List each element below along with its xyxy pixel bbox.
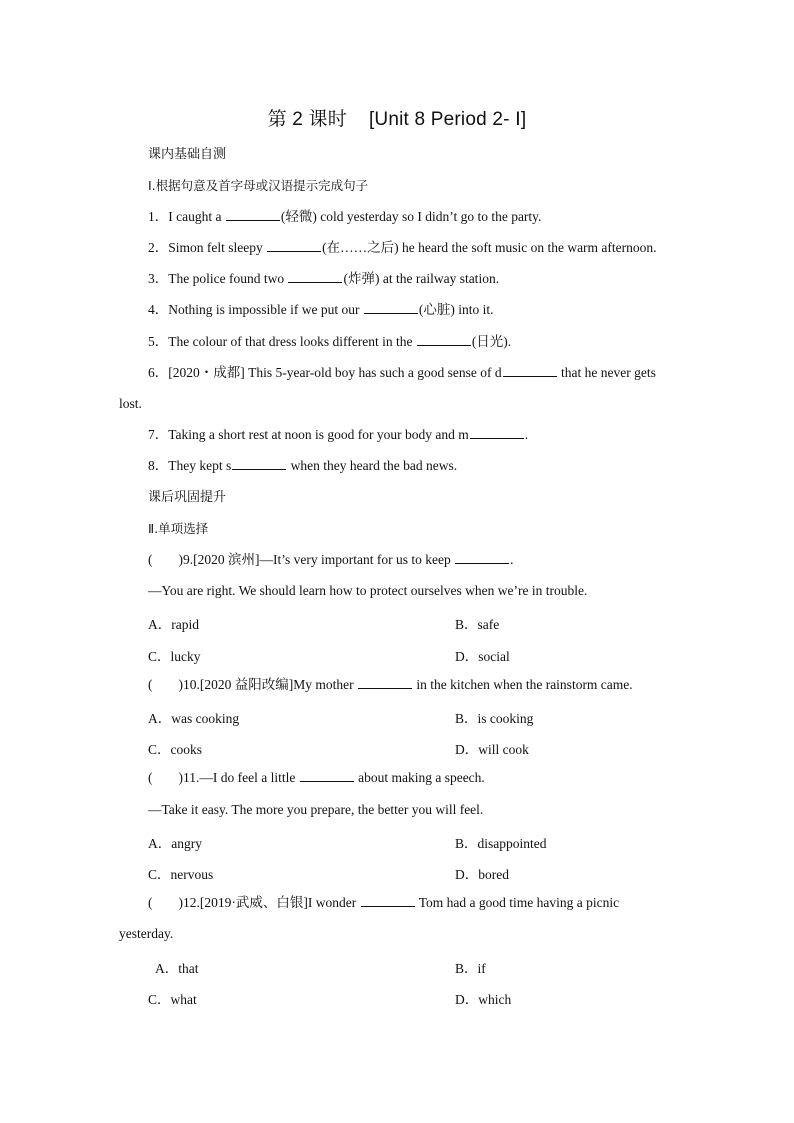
option-d[interactable]: D．will cook xyxy=(455,742,529,757)
option-d[interactable]: D．which xyxy=(455,992,512,1007)
option-b[interactable]: B．if xyxy=(455,961,486,976)
fill-question-1: 1．I caught a (轻微) cold yesterday so I didn’t go to the party. xyxy=(148,209,542,224)
mc-question-11-reply: —Take it easy. The more you prepare, the better you will feel. xyxy=(148,802,484,817)
answer-blank[interactable] xyxy=(232,457,286,470)
answer-blank xyxy=(361,894,415,907)
fill-question-6: 6．[2020・成都] This 5-year-old boy has such a good sense of d that he never gets xyxy=(148,365,656,380)
option-a[interactable]: A．that xyxy=(155,961,199,976)
fill-question-8: 8．They kept s when they heard the bad news. xyxy=(148,458,458,473)
option-d[interactable]: D．social xyxy=(455,649,510,664)
answer-blank xyxy=(300,769,354,782)
section-heading-in-class: 课内基础自测 xyxy=(148,147,227,162)
fill-question-7: 7．Taking a short rest at noon is good for your body and m . xyxy=(148,427,529,442)
answer-blank[interactable] xyxy=(503,364,557,377)
mc-question-12-continuation: yesterday. xyxy=(119,926,174,941)
option-c[interactable]: C．nervous xyxy=(148,867,214,882)
mc-question-9: ( )9.[2020 滨州]—It’s very important for us to keep . xyxy=(148,552,514,567)
answer-blank[interactable] xyxy=(364,301,418,314)
option-d[interactable]: D．bored xyxy=(455,867,509,882)
option-b[interactable]: B．disappointed xyxy=(455,836,547,851)
fill-question-5: 5．The colour of that dress looks different in the (日光). xyxy=(148,334,512,349)
section-subheading-multiple-choice: Ⅱ.单项选择 xyxy=(148,521,209,536)
lesson-label: 第 2 课时 xyxy=(267,109,347,130)
answer-blank[interactable] xyxy=(470,426,524,439)
fill-question-2: 2．Simon felt sleepy (在……之后) he heard the soft music on the warm afternoon. xyxy=(148,240,657,255)
mc-question-9-reply: —You are right. We should learn how to protect ourselves when we’re in trouble. xyxy=(148,583,588,598)
option-c[interactable]: C．cooks xyxy=(148,742,202,757)
unit-label: [Unit 8 Period 2- Ⅰ] xyxy=(368,109,527,130)
answer-blank[interactable] xyxy=(267,239,321,252)
option-c[interactable]: C．what xyxy=(148,992,197,1007)
answer-blank xyxy=(358,676,412,689)
answer-blank[interactable] xyxy=(417,333,471,346)
option-a[interactable]: A．was cooking xyxy=(148,711,240,726)
mc-question-11: ( )11.—I do feel a little about making a speech. xyxy=(148,770,485,785)
mc-question-12: ( )12.[2019·武威、白银]I wonder Tom had a good time having a picnic xyxy=(148,895,620,910)
fill-question-4: 4．Nothing is impossible if we put our (心脏) into it. xyxy=(148,302,494,317)
option-c[interactable]: C．lucky xyxy=(148,649,201,664)
answer-blank[interactable] xyxy=(288,270,342,283)
fill-question-6-continuation: lost. xyxy=(119,396,142,411)
option-b[interactable]: B．is cooking xyxy=(455,711,534,726)
option-a[interactable]: A．rapid xyxy=(148,617,199,632)
mc-question-10: ( )10.[2020 益阳改编]My mother in the kitchen when the rainstorm came. xyxy=(148,677,633,692)
option-b[interactable]: B．safe xyxy=(455,617,500,632)
page-title xyxy=(0,104,794,131)
section-subheading-fill-in: Ⅰ.根据句意及首字母或汉语提示完成句子 xyxy=(148,178,369,193)
answer-blank xyxy=(455,551,509,564)
section-heading-after-class: 课后巩固提升 xyxy=(148,490,227,505)
fill-question-3: 3．The police found two (炸弹) at the railway station. xyxy=(148,271,500,286)
answer-blank[interactable] xyxy=(226,208,280,221)
option-a[interactable]: A．angry xyxy=(148,836,202,851)
